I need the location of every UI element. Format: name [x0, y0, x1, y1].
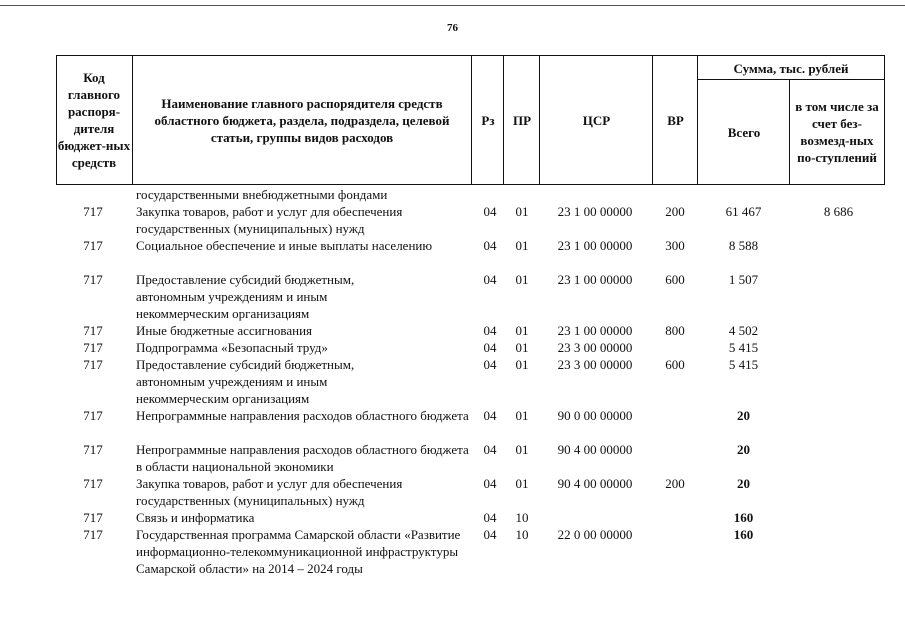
table-row [56, 186, 885, 203]
row-pr: 10 [515, 527, 529, 542]
row-rz: 04 [483, 323, 497, 338]
row-code: 717 [83, 510, 103, 525]
row-rz: 04 [483, 272, 497, 287]
table-body [56, 186, 885, 594]
row-pr: 01 [515, 408, 529, 423]
row-rz: 04 [483, 340, 497, 355]
table-row [56, 339, 885, 356]
row-rz: 04 [483, 510, 497, 525]
row-total: 20 [737, 408, 750, 423]
row-vr: 600 [665, 272, 685, 287]
row-csr: 23 1 00 00000 [557, 204, 633, 219]
row-vr: 200 [665, 476, 685, 491]
row-code: 717 [83, 357, 103, 372]
row-name: Социальное обеспечение и иные выплаты населению [136, 238, 433, 253]
row-pr: 01 [515, 272, 529, 287]
row-name: Подпрограмма «Безопасный труд» [136, 340, 328, 355]
row-csr: 23 3 00 00000 [557, 357, 633, 372]
row-csr: 23 1 00 00000 [557, 238, 633, 253]
row-rz: 04 [483, 527, 497, 542]
row-code: 717 [83, 340, 103, 355]
table-row [56, 475, 885, 509]
row-total: 8 588 [728, 238, 759, 253]
row-name: Закупка товаров, работ и услуг для обеспечения государственных (муниципальных) нужд [136, 204, 403, 236]
row-code: 717 [83, 204, 103, 219]
divider [697, 56, 698, 184]
table-row [56, 526, 885, 594]
row-name: Иные бюджетные ассигнования [136, 323, 313, 338]
table-row [56, 237, 885, 271]
divider [697, 79, 885, 80]
row-pr: 01 [515, 476, 529, 491]
header-incl: в том числе за счет без-возмезд-ных по-ступлений [795, 99, 879, 165]
table-row [56, 203, 885, 237]
row-csr: 90 0 00 00000 [557, 408, 633, 423]
row-csr: 90 4 00 00000 [557, 442, 633, 457]
row-pr: 10 [515, 510, 529, 525]
row-vr: 800 [665, 323, 685, 338]
header-csr: ЦСР [582, 112, 611, 128]
row-pr: 01 [515, 238, 529, 253]
header-vr: ВР [667, 112, 684, 128]
row-csr: 22 0 00 00000 [557, 527, 633, 542]
row-rz: 04 [483, 476, 497, 491]
header-name: Наименование главного распорядителя средств областного бюджета, раздела, подраздела, целевой статьи, группы видов расходов [154, 95, 450, 145]
header-sum: Сумма, тыс. рублей [733, 60, 849, 76]
divider [789, 80, 790, 184]
row-vr: 600 [665, 357, 685, 372]
table-row [56, 509, 885, 526]
row-pr: 01 [515, 204, 529, 219]
divider [539, 56, 540, 184]
row-pr: 01 [515, 340, 529, 355]
row-rz: 04 [483, 408, 497, 423]
row-pr: 01 [515, 442, 529, 457]
row-name: государственными внебюджетными фондами [136, 187, 388, 202]
row-total: 5 415 [728, 340, 759, 355]
table-row [56, 322, 885, 339]
divider [471, 56, 472, 184]
row-name: Непрограммные направления расходов областного бюджета [136, 408, 469, 423]
row-total: 20 [737, 442, 750, 457]
row-total: 61 467 [725, 204, 762, 219]
header-pr: ПР [512, 112, 532, 128]
row-code: 717 [83, 408, 103, 423]
row-name: Предоставление субсидий бюджетным, автономным учреждениям и иным некоммерческим организациям [136, 272, 355, 321]
row-rz: 04 [483, 357, 497, 372]
row-name: Связь и информатика [136, 510, 255, 525]
row-csr: 23 3 00 00000 [557, 340, 633, 355]
row-pr: 01 [515, 357, 529, 372]
row-total: 160 [733, 527, 754, 542]
row-code: 717 [83, 527, 103, 542]
row-code: 717 [83, 272, 103, 287]
header-code: Код главного распоря-дителя бюджет-ных средств [57, 70, 131, 170]
divider [132, 56, 133, 184]
row-total: 1 507 [728, 272, 759, 287]
row-name: Предоставление субсидий бюджетным, автономным учреждениям и иным некоммерческим организациям [136, 357, 355, 406]
table-header [56, 55, 885, 185]
row-vr: 200 [665, 204, 685, 219]
row-total: 5 415 [728, 357, 759, 372]
top-rule [0, 5, 905, 6]
row-code: 717 [83, 238, 103, 253]
row-incl: 8 686 [823, 204, 854, 219]
table-row [56, 271, 885, 322]
divider [652, 56, 653, 184]
row-csr: 23 1 00 00000 [557, 272, 633, 287]
table-row [56, 441, 885, 475]
row-csr: 90 4 00 00000 [557, 476, 633, 491]
header-rz: Рз [481, 112, 495, 128]
row-csr: 23 1 00 00000 [557, 323, 633, 338]
row-code: 717 [83, 442, 103, 457]
table-row [56, 407, 885, 441]
row-name: Непрограммные направления расходов областного бюджета в области национальной экономики [136, 442, 469, 474]
row-rz: 04 [483, 442, 497, 457]
row-pr: 01 [515, 323, 529, 338]
row-vr: 300 [665, 238, 685, 253]
page-number: 76 [447, 22, 458, 34]
row-code: 717 [83, 476, 103, 491]
row-total: 4 502 [728, 323, 759, 338]
table-row [56, 356, 885, 407]
header-total: Всего [727, 124, 761, 140]
row-name: Закупка товаров, работ и услуг для обеспечения государственных (муниципальных) нужд [136, 476, 403, 508]
row-code: 717 [83, 323, 103, 338]
divider [503, 56, 504, 184]
row-rz: 04 [483, 204, 497, 219]
row-rz: 04 [483, 238, 497, 253]
row-total: 20 [737, 476, 750, 491]
row-total: 160 [733, 510, 754, 525]
row-name: Государственная программа Самарской области «Развитие информационно-телекоммуникационной инфраструктуры Самарской области» на 2014 – 2024 годы [136, 527, 461, 576]
